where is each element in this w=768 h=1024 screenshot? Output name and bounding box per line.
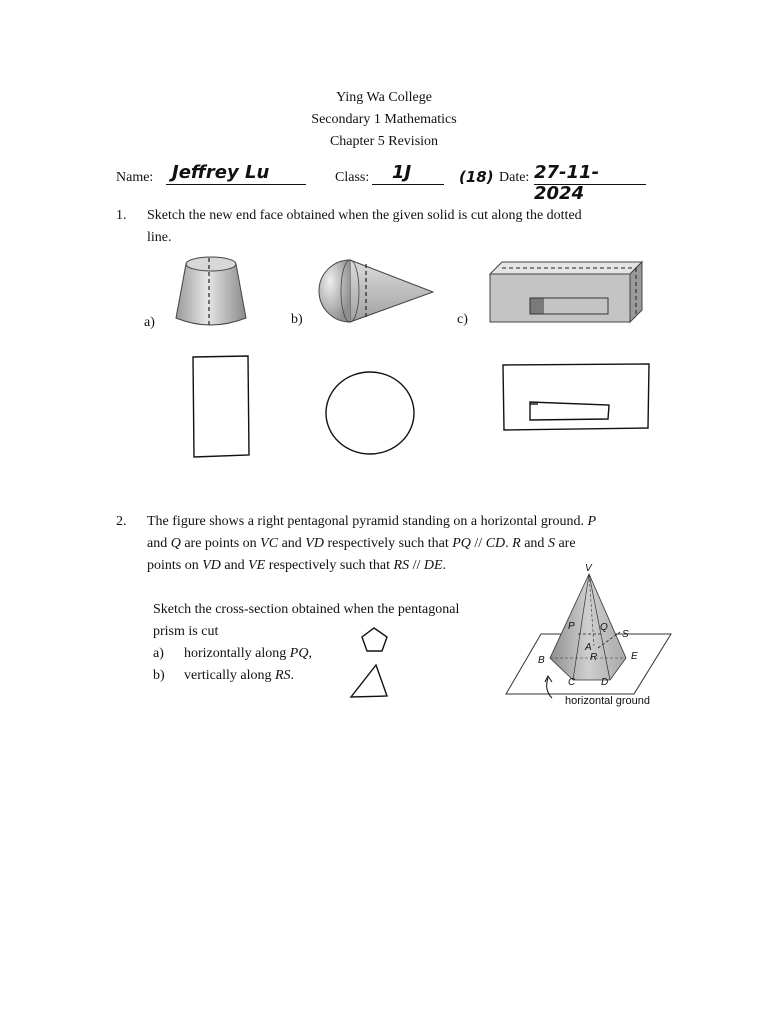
q2-part-b-label: b) (153, 668, 165, 683)
q2-text-line2: and Q are points on VC and VD respectively such that PQ // CD. R and S are (147, 536, 576, 551)
answer-b-circle (323, 370, 417, 458)
class-field (372, 162, 444, 185)
q2-instruction-line2: prism is cut (153, 624, 219, 639)
answer-2a-pentagon (360, 626, 390, 654)
name-field (166, 162, 306, 185)
fig-label-b: B (538, 655, 545, 666)
school-name: Ying Wa College (336, 90, 432, 105)
fig-label-s: S (622, 629, 629, 640)
class-value: 1J (392, 162, 412, 183)
q1-text-line1: Sketch the new end face obtained when the given solid is cut along the dotted (147, 208, 582, 223)
name-label: Name: (116, 170, 154, 185)
cuboid-figure (488, 260, 644, 324)
q1-label-a: a) (144, 315, 155, 330)
date-label: Date: (499, 170, 530, 185)
chapter-title: Chapter 5 Revision (329, 134, 439, 149)
fig-label-v: V (585, 563, 592, 574)
q1-label-b: b) (291, 312, 303, 327)
date-field (534, 162, 646, 204)
frustum-figure (168, 252, 258, 332)
q2-part-a-label: a) (153, 646, 164, 661)
pentagonal-pyramid-figure (500, 562, 675, 712)
cone-hemisphere-figure (320, 258, 440, 328)
q1-text-line2: line. (147, 230, 172, 245)
q2-text-line3: points on VD and VE respectively such that RS // DE. (147, 558, 447, 573)
course-title: Secondary 1 Mathematics (311, 112, 457, 127)
fig-label-p: P (568, 621, 575, 632)
fig-label-r: R (590, 652, 598, 663)
fig-label-d: D (601, 677, 609, 688)
answer-a-rectangle (190, 355, 252, 460)
name-value: Jeffrey Lu (172, 162, 270, 183)
fig-label-e: E (631, 651, 638, 662)
q2-number: 2. (116, 514, 127, 529)
date-value: 27-11-2024 (534, 162, 600, 204)
answer-2b-triangle (348, 662, 390, 700)
fig-label-a: A (585, 642, 592, 653)
answer-c-rectangle-with-slot (500, 362, 654, 434)
q1-label-c: c) (457, 312, 468, 327)
fig-label-q: Q (600, 622, 608, 633)
q1-number: 1. (116, 208, 127, 223)
q2-instruction-line1: Sketch the cross-section obtained when the pentagonal (153, 602, 460, 617)
q2-part-b-text: vertically along RS. (184, 668, 295, 683)
class-number: (18) (459, 168, 494, 186)
q2-part-a-text: horizontally along PQ, (184, 646, 312, 661)
fig-label-c: C (568, 677, 576, 688)
class-label: Class: (335, 170, 370, 185)
q2-text-line1: The figure shows a right pentagonal pyramid standing on a horizontal ground. P (147, 514, 597, 529)
fig-label-ground: horizontal ground (565, 695, 651, 707)
